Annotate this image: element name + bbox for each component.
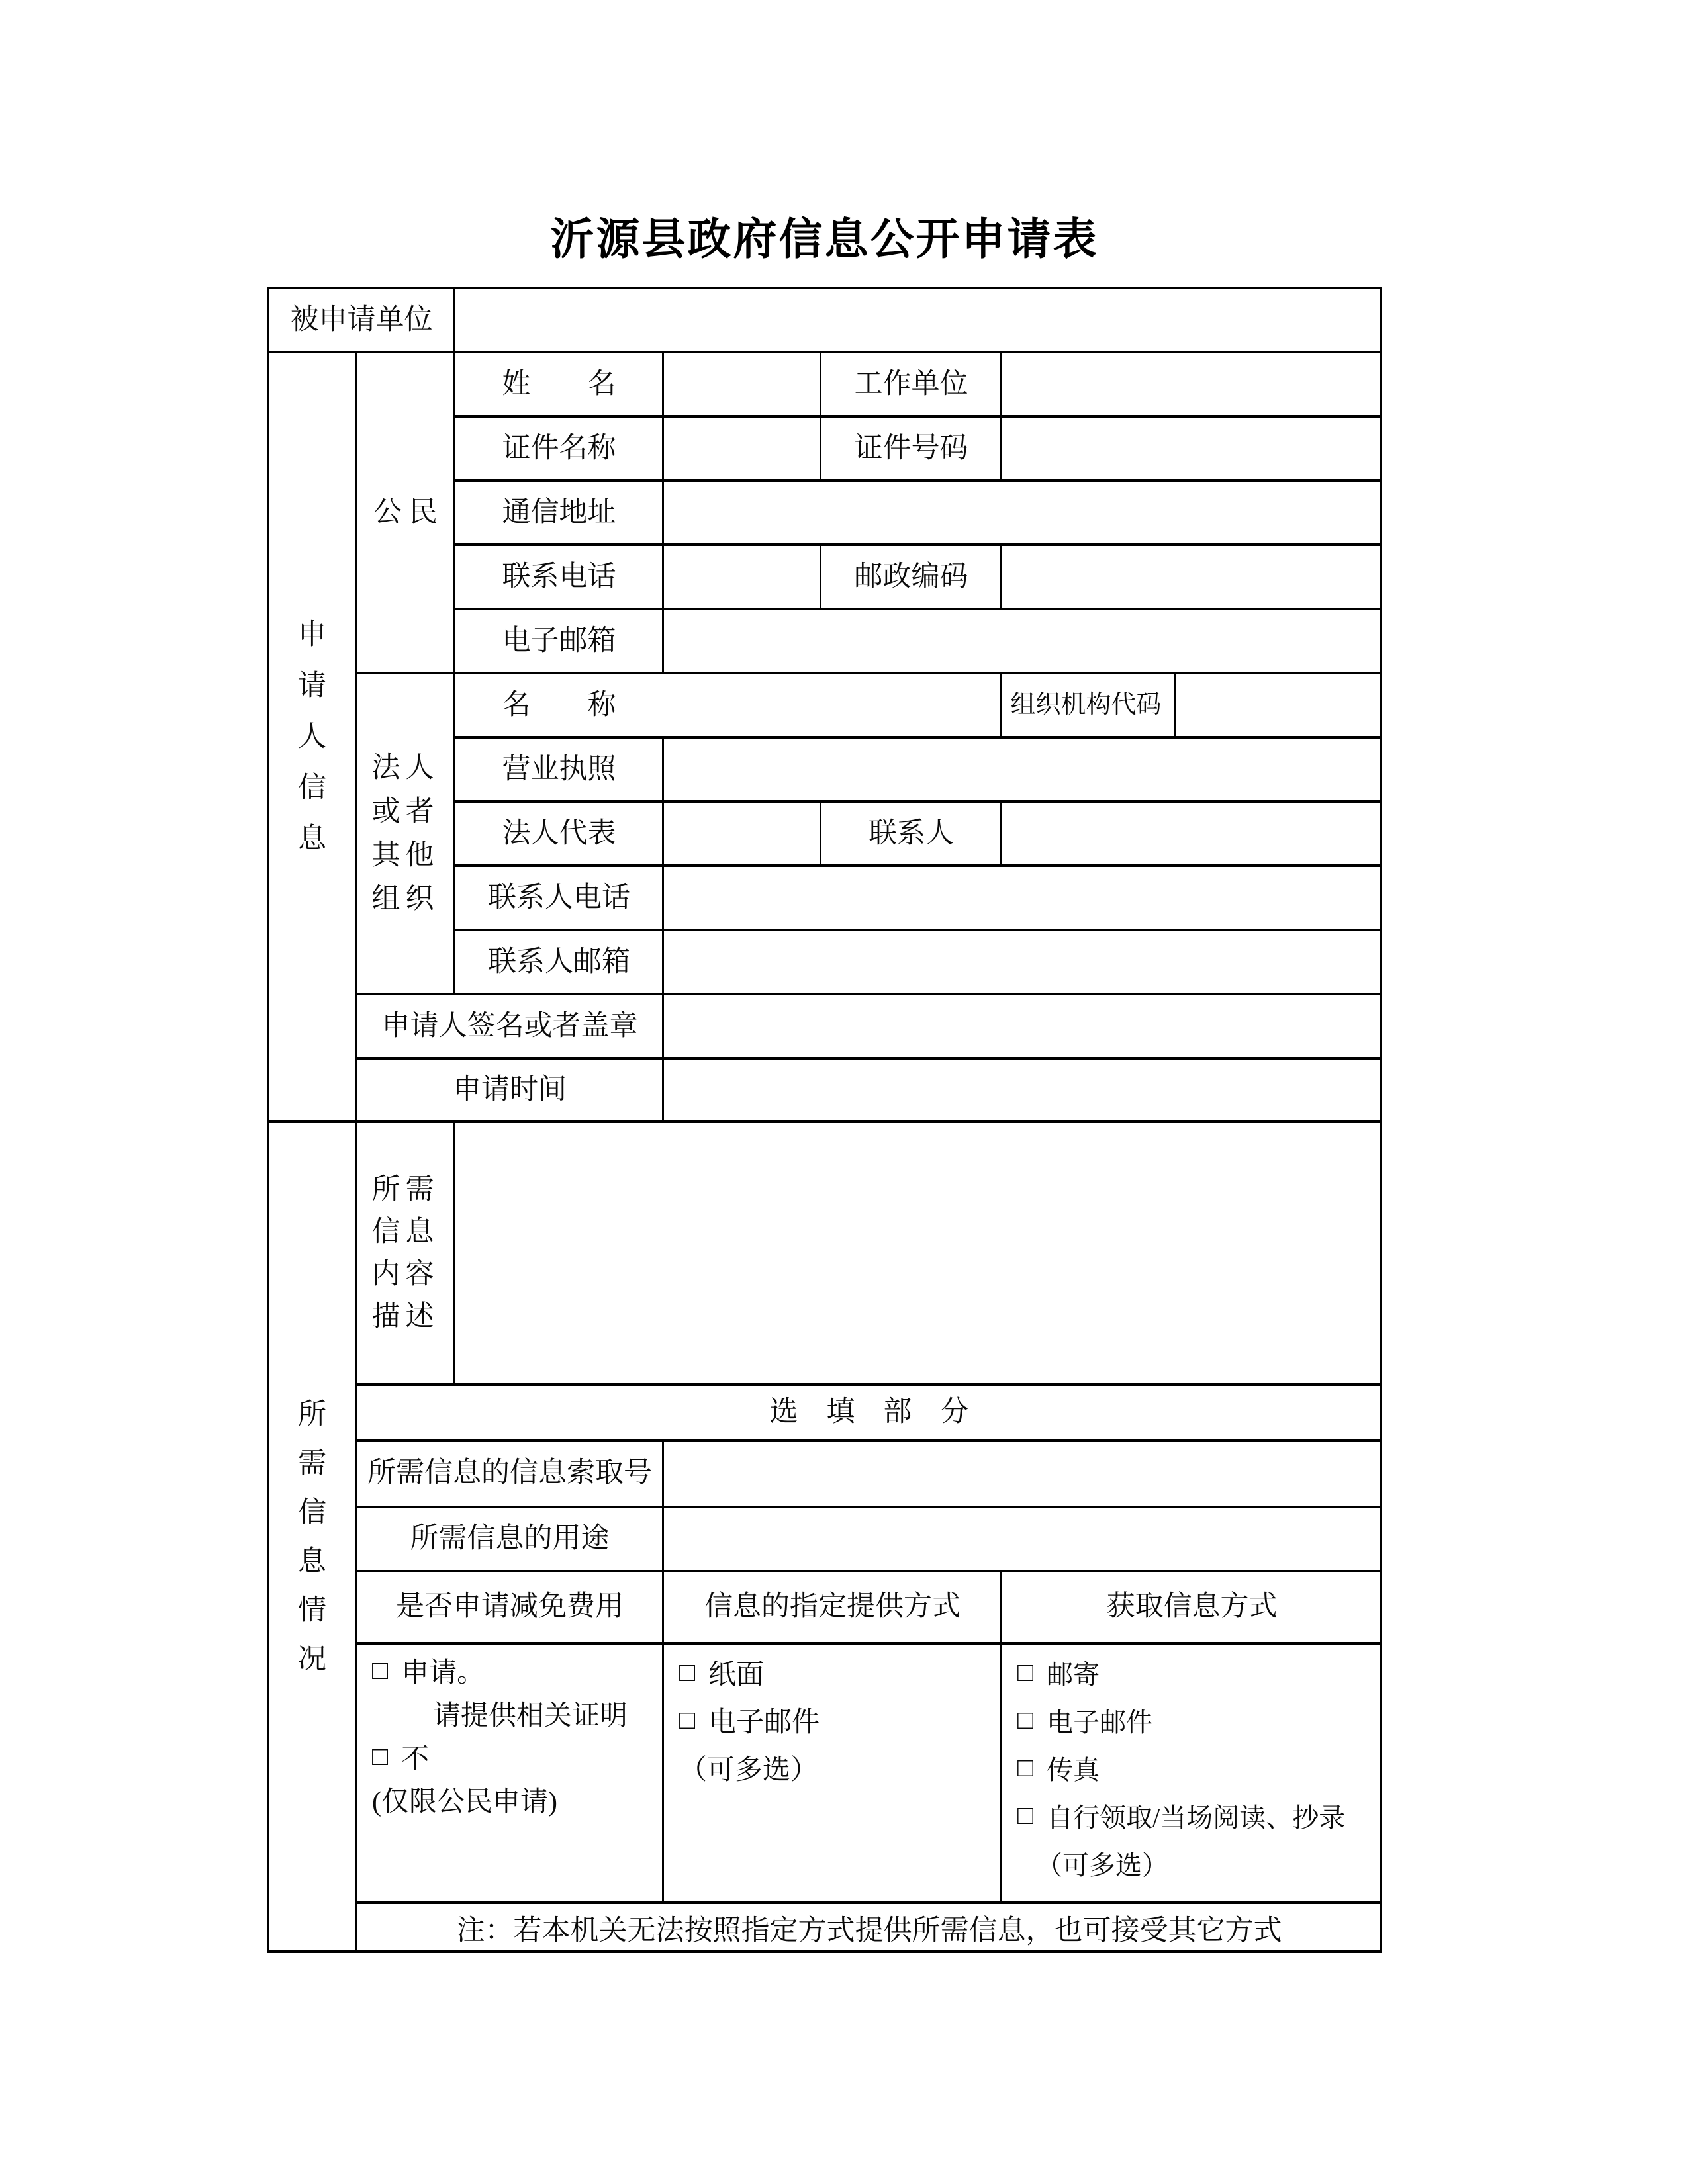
fee-waiver-header: 是否申请减免费用 (396, 1590, 624, 1622)
index-number-input-cell[interactable] (663, 1441, 1382, 1506)
org-code-label: 组织机构代码 (1010, 690, 1162, 719)
option-label: 电子邮件 (708, 1707, 820, 1738)
contact-phone-input-cell[interactable] (663, 866, 1382, 930)
apply-time-label: 申请时间 (453, 1074, 567, 1106)
obtain-option-email (1017, 1696, 1382, 1744)
requested-unit-label: 被申请单位 (290, 304, 433, 336)
legal-rep-label: 法人代表 (502, 817, 616, 849)
option-label: 请提供相关证明 (433, 1700, 628, 1731)
checkbox-icon[interactable]: □ (1017, 1752, 1034, 1782)
email-label: 电子邮箱 (502, 625, 616, 657)
checkbox-icon[interactable]: □ (679, 1657, 696, 1687)
address-input-cell[interactable] (663, 480, 1382, 545)
option-label: 邮寄 (1047, 1659, 1100, 1690)
work-unit-label: 工作单位 (854, 368, 968, 400)
purpose-label: 所需信息的用途 (410, 1522, 610, 1554)
obtain-option-self-pickup (1017, 1792, 1382, 1839)
license-input-cell[interactable] (663, 737, 1382, 801)
obtain-method-options (1002, 1643, 1382, 1901)
contact-phone-label: 联系人电话 (488, 882, 630, 913)
delivery-multi-select-hint (679, 1744, 1002, 1792)
org-name-label: 名 称 (502, 689, 616, 721)
contact-label: 联系人 (868, 817, 954, 849)
id-number-input-cell[interactable] (1002, 416, 1382, 480)
option-label: （可多选） (1036, 1850, 1168, 1880)
index-number-label: 所需信息的信息索取号 (367, 1457, 652, 1489)
org-name-input-cell[interactable] (663, 673, 996, 737)
checkbox-icon[interactable]: □ (372, 1655, 389, 1685)
name-label: 姓 名 (502, 368, 616, 400)
email-input-cell[interactable] (663, 609, 1382, 673)
option-label: 自行领取/当场阅读、抄录 (1047, 1802, 1346, 1833)
obtain-method-header: 获取信息方式 (1106, 1590, 1278, 1622)
phone-label: 联系电话 (502, 561, 616, 592)
obtain-option-mail (1017, 1649, 1382, 1696)
license-label: 营业执照 (502, 753, 616, 785)
work-unit-input-cell[interactable] (1002, 352, 1382, 416)
option-label: 不 (401, 1743, 430, 1774)
fee-waiver-options (356, 1643, 663, 1901)
id-name-label: 证件名称 (502, 432, 616, 464)
id-name-input-cell[interactable] (663, 416, 821, 480)
option-label: (仅限公民申请) (372, 1786, 557, 1817)
description-input-cell[interactable] (455, 1122, 1382, 1385)
purpose-input-cell[interactable] (663, 1507, 1382, 1570)
contact-email-label: 联系人邮箱 (488, 946, 630, 978)
signature-label: 申请人签名或者盖章 (381, 1010, 638, 1042)
checkbox-icon[interactable]: □ (1017, 1657, 1034, 1687)
org-code-input-cell[interactable] (1176, 673, 1382, 737)
address-label: 通信地址 (502, 496, 616, 528)
required-info-section-header: 所需信息情况 (298, 1399, 326, 1675)
fee-option-apply (372, 1649, 663, 1692)
fee-option-proof-hint (372, 1692, 663, 1735)
fee-option-no (372, 1735, 663, 1778)
obtain-option-fax (1017, 1744, 1382, 1792)
apply-time-input-cell[interactable] (663, 1058, 1382, 1122)
citizen-group-label: 公 民 (373, 496, 438, 528)
delivery-method-options (663, 1643, 1002, 1901)
contact-input-cell[interactable] (1002, 801, 1382, 866)
organization-group-label: 法人或者其他组织 (371, 752, 440, 915)
option-label: 纸面 (708, 1660, 765, 1690)
checkbox-icon[interactable]: □ (679, 1705, 696, 1735)
fee-option-citizen-only-hint (372, 1778, 663, 1821)
option-label: 电子邮件 (1047, 1707, 1153, 1737)
contact-email-input-cell[interactable] (663, 930, 1382, 994)
checkbox-icon[interactable]: □ (372, 1741, 389, 1771)
checkbox-icon[interactable]: □ (1017, 1800, 1034, 1830)
postcode-label: 邮政编码 (854, 561, 968, 592)
checkbox-icon[interactable]: □ (1017, 1705, 1034, 1735)
optional-part-header: 选 填 部 分 (769, 1396, 969, 1428)
delivery-option-email (679, 1696, 1002, 1744)
obtain-multi-select-hint (1017, 1839, 1382, 1887)
name-input-cell[interactable] (663, 352, 821, 416)
postcode-input-cell[interactable] (1002, 545, 1382, 609)
description-label: 所需信息内容描述 (371, 1173, 440, 1332)
delivery-method-header: 信息的指定提供方式 (704, 1590, 961, 1622)
form-note: 注：若本机关无法按照指定方式提供所需信息，也可接受其它方式 (456, 1915, 1282, 1946)
signature-input-cell[interactable] (663, 994, 1382, 1058)
option-label: 传真 (1047, 1754, 1100, 1785)
requested-unit-input-cell[interactable] (455, 288, 1382, 352)
legal-rep-input-cell[interactable] (663, 801, 821, 866)
id-number-label: 证件号码 (854, 432, 968, 464)
form-title: 沂源县政府信息公开申请表 (550, 215, 1099, 264)
option-label: 申请。 (401, 1657, 485, 1688)
applicant-section-header: 申请人信息 (298, 619, 326, 854)
option-label: （可多选） (679, 1755, 819, 1786)
delivery-option-paper (679, 1649, 1002, 1696)
phone-input-cell[interactable] (663, 545, 821, 609)
